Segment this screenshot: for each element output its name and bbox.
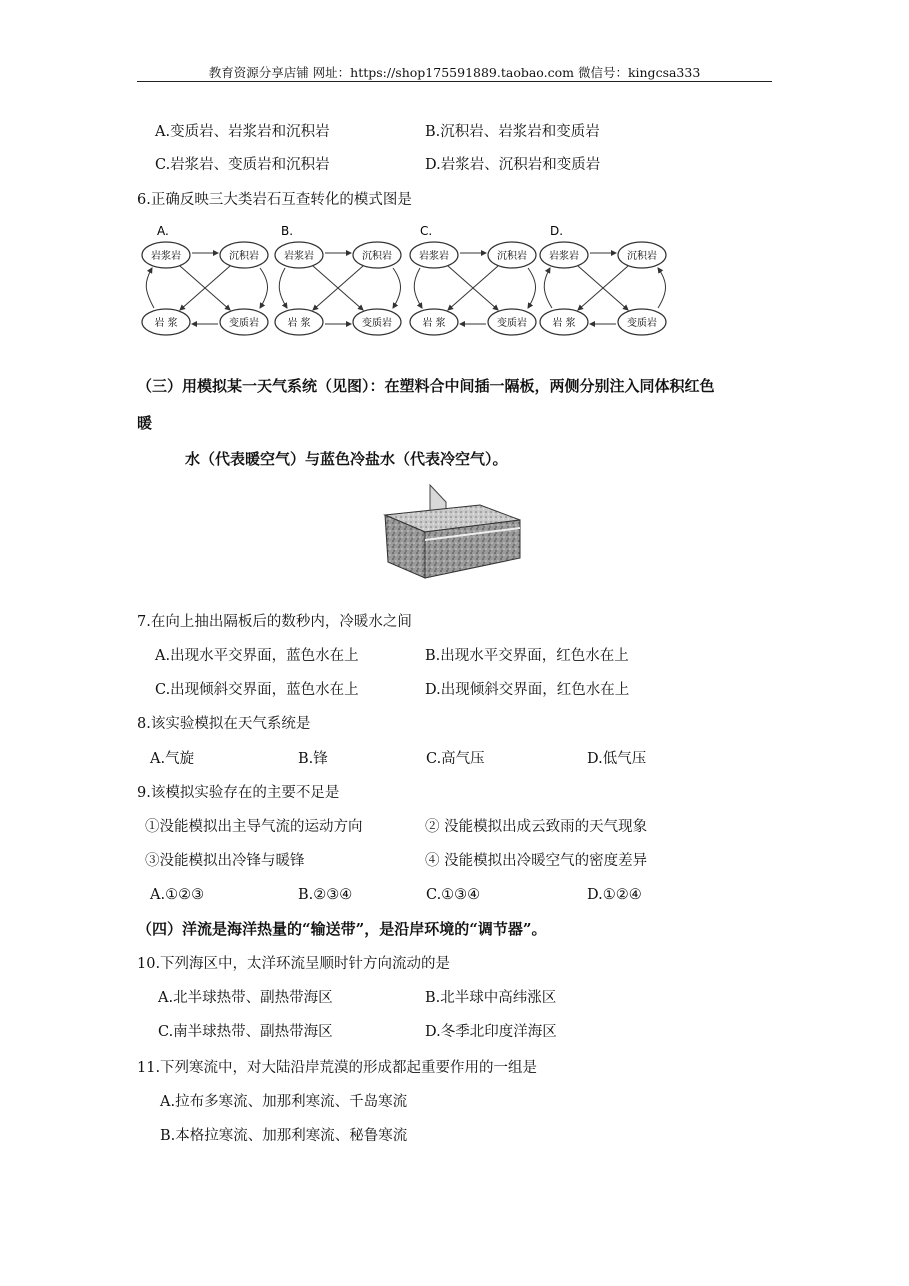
- q9-statement-3: ③没能模拟出冷锋与暖锋: [145, 853, 305, 869]
- diagram-a: [142, 224, 268, 335]
- q8-option-a: A.气旋: [150, 751, 195, 767]
- label-tl: 岩浆岩: [151, 251, 181, 262]
- label-br: 变质岩: [229, 318, 259, 329]
- q5-option-a: A.变质岩、岩浆岩和沉积岩: [155, 124, 330, 140]
- q9-statement-1: ①没能模拟出主导气流的运动方向: [145, 819, 363, 835]
- q10-option-b: B.北半球中高纬涨区: [425, 990, 557, 1006]
- section3-intro-line3: 水（代表暖空气）与蓝色冷盐水（代表冷空气）。: [185, 450, 508, 468]
- q7-option-d: D.出现倾斜交界面，红色水在上: [425, 682, 630, 698]
- diagram-b: [275, 224, 401, 335]
- q10-stem: 10.下列海区中，太洋环流呈顺时针方向流动的是: [137, 956, 451, 972]
- q11-stem: 11.下列寒流中，对大陆沿岸荒漠的形成都起重要作用的一组是: [137, 1060, 538, 1076]
- label-bl: 岩 浆: [422, 318, 446, 329]
- q7-option-b: B.出现水平交界面，红色水在上: [425, 648, 629, 664]
- label-tr: 沉积岩: [229, 251, 259, 262]
- diagram-c-letter: C.: [420, 224, 433, 238]
- q5-option-b: B.沉积岩、岩浆岩和变质岩: [425, 124, 600, 140]
- q5-option-d: D.岩浆岩、沉积岩和变质岩: [425, 157, 601, 173]
- q9-option-a: A.①②③: [150, 887, 205, 903]
- q8-option-d: D.低气压: [587, 751, 647, 767]
- q11-option-a: A.拉布多寒流、加那利寒流、千岛寒流: [160, 1094, 408, 1110]
- q9-option-d: D.①②④: [587, 887, 642, 903]
- header-rule: [137, 81, 772, 82]
- page-header: 教育资源分享店铺 网址：https://shop175591889.taobao.com 微信号：kingcsa333: [208, 65, 701, 80]
- label-br: 变质岩: [497, 318, 527, 329]
- experiment-box-image: [380, 480, 530, 580]
- section3-intro-line1: （三）用模拟某一天气系统（见图）：在塑料合中间插一隔板，两侧分别注入同体积红色: [137, 377, 715, 395]
- section3-intro-line2: 暖: [137, 414, 153, 432]
- q6-stem: 6.正确反映三大类岩石互查转化的模式图是: [137, 192, 412, 208]
- section4-intro: （四）洋流是海洋热量的“输送带”，是沿岸环境的“调节器”。: [137, 920, 547, 938]
- q7-option-c: C.出现倾斜交界面，蓝色水在上: [155, 682, 359, 698]
- q5-option-c: C.岩浆岩、变质岩和沉积岩: [155, 157, 330, 173]
- q9-statement-2: ② 没能模拟出成云致雨的天气现象: [425, 819, 648, 835]
- diagram-a-letter: A.: [157, 224, 169, 238]
- label-bl: 岩 浆: [552, 318, 576, 329]
- label-bl: 岩 浆: [154, 318, 178, 329]
- diagram-c: [410, 224, 536, 335]
- q9-statement-4: ④ 没能模拟出冷暖空气的密度差异: [425, 853, 648, 869]
- q10-option-c: C.南半球热带、副热带海区: [158, 1024, 333, 1040]
- diagram-d-letter: D.: [550, 224, 564, 238]
- label-tl: 岩浆岩: [284, 251, 314, 262]
- q7-option-a: A.出现水平交界面，蓝色水在上: [155, 648, 359, 664]
- label-tr: 沉积岩: [627, 251, 657, 262]
- diagram-b-letter: B.: [281, 224, 294, 238]
- q8-option-b: B.锋: [298, 751, 328, 767]
- label-tr: 沉积岩: [362, 251, 392, 262]
- rock-cycle-diagrams: [140, 220, 680, 340]
- q9-stem: 9.该模拟实验存在的主要不足是: [137, 785, 340, 801]
- q9-option-c: C.①③④: [426, 887, 481, 903]
- label-tl: 岩浆岩: [549, 251, 579, 262]
- q11-option-b: B.本格拉寒流、加那利寒流、秘鲁寒流: [160, 1128, 408, 1144]
- diagram-d: [540, 224, 666, 335]
- q10-option-a: A.北半球热带、副热带海区: [158, 990, 333, 1006]
- label-bl: 岩 浆: [287, 318, 311, 329]
- q10-option-d: D.冬季北印度洋海区: [425, 1024, 557, 1040]
- q8-option-c: C.高气压: [426, 751, 485, 767]
- label-br: 变质岩: [362, 318, 392, 329]
- q8-stem: 8.该实验模拟在天气系统是: [137, 716, 311, 732]
- label-br: 变质岩: [627, 318, 657, 329]
- q9-option-b: B.②③④: [298, 887, 353, 903]
- label-tl: 岩浆岩: [419, 251, 449, 262]
- label-tr: 沉积岩: [497, 251, 527, 262]
- q7-stem: 7.在向上抽出隔板后的数秒内，冷暖水之间: [137, 614, 412, 630]
